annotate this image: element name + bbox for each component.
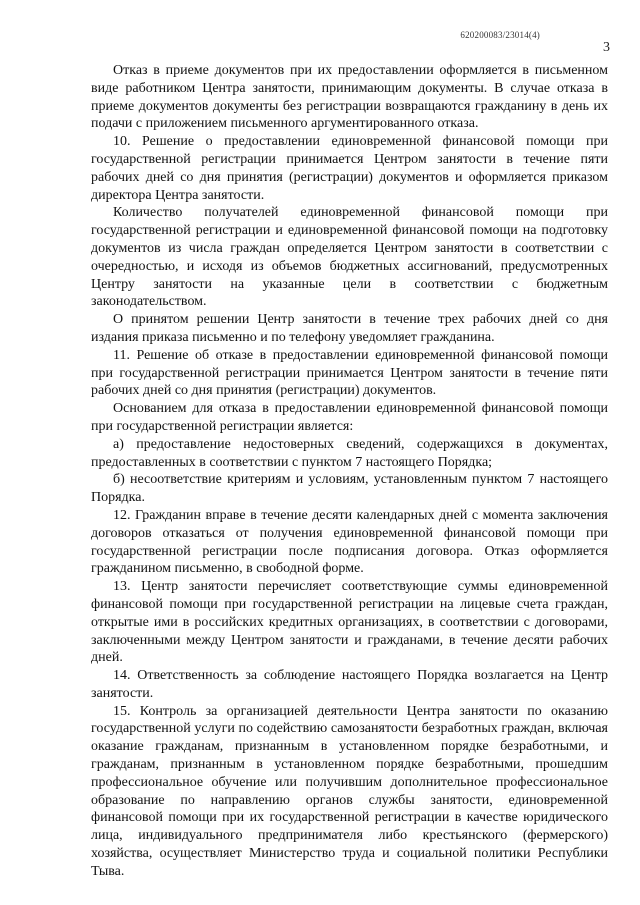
paragraph-recipients-count: Количество получателей единовременной финансовой помощи при государственной регистрации и единовременной финансовой помощи на подготовку документов из числа граждан определяется Центром занятости в соответствии с очередностью, и исходя из объемов бюджетных ассигнований, предусмотренных Центру занятости на указанные цели в соответствии с бюджетным законодательством. (91, 205, 608, 310)
document-registration-number: 620200083/23014(4) (460, 30, 540, 40)
paragraph-15: 15. Контроль за организацией деятельности Центра занятости по оказанию государственной услуги по содействию самозанятости безработных граждан, включая оказание гражданам, признанным в установленном порядке безработными, и гражданам, признанным в установленном порядке безработными, прошедшим профессиональное обучение или получившим дополнительное профессиональное образование по направлению органов службы занятости, единовременной финансовой помощи при их государственной регистрации в качестве юридического лица, индивидуального предпринимателя либо крестьянского (фермерского) хозяйства, осуществляет Министерство труда и социальной политики Республики Тыва. (91, 703, 608, 879)
paragraph-refusal-grounds: Основанием для отказа в предоставлении единовременной финансовой помощи при государственной регистрации является: (91, 401, 608, 434)
page-number: 3 (603, 40, 610, 55)
paragraph-14: 14. Ответственность за соблюдение настоящего Порядка возлагается на Центр занятости. (91, 668, 608, 701)
document-body (91, 62, 608, 881)
paragraph-ground-a: а) предоставление недостоверных сведений, содержащихся в документах, предоставленных в соответствии с пунктом 7 настоящего Порядка; (91, 436, 608, 470)
paragraph-12: 12. Гражданин вправе в течение десяти календарных дней с момента заключения договоров отказаться от получения единовременной финансовой помощи при государственной регистрации после подписания договора. Отказ оформляется гражданином письменно, в свободной форме. (91, 507, 608, 577)
paragraph-13: 13. Центр занятости перечисляет соответствующие суммы единовременной финансовой помощи при государственной регистрации на лицевые счета граждан, открытые ими в российских кредитных организациях, в соответствии с договорами, заключенными между Центром занятости и гражданами, в течение десяти рабочих дней. (91, 579, 608, 666)
paragraph-11: 11. Решение об отказе в предоставлении единовременной финансовой помощи при государственной регистрации принимается Центром занятости в течение пяти рабочих дней со дня принятия (регистрации) документов. (91, 347, 608, 399)
paragraph-ground-b: б) несоответствие критериям и условиям, установленным пунктом 7 настоящего Порядка. (91, 472, 608, 506)
paragraph-10: 10. Решение о предоставлении единовременной финансовой помощи при государственной регистрации принимается Центром занятости в течение пяти рабочих дней со дня принятия (регистрации) документов и оформляется приказом директора Центра занятости. (91, 134, 608, 203)
paragraph-refusal-form: Отказ в приеме документов при их предоставлении оформляется в письменном виде работником Центра занятости, принимающим документы. В случае отказа в приеме документов документы без регистрации возвращаются гражданину в день их подачи с приложением письменного аргументированного отказа. (91, 63, 608, 132)
paragraph-notification: О принятом решении Центр занятости в течение трех рабочих дней со дня издания приказа письменно и по телефону уведомляет гражданина. (91, 312, 608, 345)
